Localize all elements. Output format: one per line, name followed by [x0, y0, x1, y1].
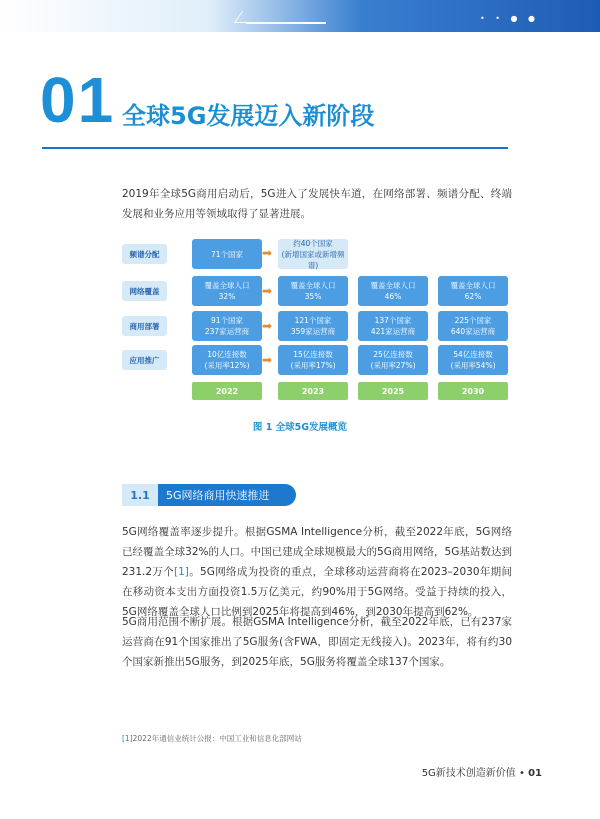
footer-text: 5G新技术创造新价值 • [421, 768, 525, 779]
banner-line [246, 22, 326, 24]
intro-paragraph: 2019年全球5G商用启动后，5G进入了发展快车道，在网络部署、频谱分配、终端发展和业务应用等领域取得了显著进展。 [122, 188, 512, 220]
footnote-reference[interactable]: [1] [174, 566, 189, 578]
cell-application-2025: 25亿连接数 (采用率27%) [358, 345, 428, 375]
cell-commercial-2025: 137个国家 421家运营商 [358, 311, 428, 341]
cell-coverage-2030: 覆盖全球人口 62% [438, 276, 508, 306]
arrow-right-icon: ➡ [262, 319, 273, 333]
top-banner [0, 0, 600, 32]
chapter-title: 全球5G发展迈入新阶段 [122, 102, 375, 130]
body-paragraph-2: 5G商用范围不断扩展。根据GSMA Intelligence分析，截至2022年底，已有237家运营商在91个国家推出了5G服务(含FWA，即固定无线接入)。2023年，将有约30个国家新推出5G服务，到2025年底，5G服务将覆盖全球137个国家。 [122, 616, 512, 668]
row-label-spectrum: 频谱分配 [122, 244, 167, 264]
figure-caption: 图 1 全球5G发展概览 [252, 422, 348, 433]
year-label: 2025 [358, 382, 428, 400]
row-label-coverage: 网络覆盖 [122, 281, 167, 301]
cell-application-2022: 10亿连接数 (采用率12%) [192, 345, 262, 375]
year-label: 2023 [278, 382, 348, 400]
footnote-marker: [1] [122, 734, 133, 743]
body-paragraph-1 [122, 522, 512, 622]
arrow-right-icon: ➡ [262, 284, 273, 298]
cell-commercial-2022: 91个国家 237家运营商 [192, 311, 262, 341]
page-number: 01 [528, 768, 542, 779]
chapter-number: 01 [40, 64, 116, 136]
cell-coverage-2025: 覆盖全球人口 46% [358, 276, 428, 306]
paragraph-text: 。5G网络成为投资的重点，全球移动运营商将在2023–2030年期间在移动资本支出方面投资1.5万亿美元，约90%用于5G网络。受益于持续的投入，5G网络覆盖全球人口比例到2025年将提高到46%，到2030年提高到62%。 [122, 566, 512, 618]
cell-application-2030: 54亿连接数 (采用率54%) [438, 345, 508, 375]
cell-coverage-2022: 覆盖全球人口 32% [192, 276, 262, 306]
arrow-right-icon: ➡ [262, 353, 273, 367]
cell-spectrum-2023: 约40个国家 (新增国家或新增频谱) [278, 239, 348, 269]
chapter-divider [42, 147, 508, 149]
row-label-application: 应用推广 [122, 350, 167, 370]
cell-spectrum-2022: 71个国家 [192, 239, 262, 269]
arrow-right-icon: ➡ [262, 246, 273, 260]
footnote-text: 2022年通信业统计公报：中国工业和信息化部网站 [132, 734, 302, 743]
year-label: 2022 [192, 382, 262, 400]
cell-commercial-2030: 225个国家 640家运营商 [438, 311, 508, 341]
row-label-commercial: 商用部署 [122, 316, 167, 336]
cell-coverage-2023: 覆盖全球人口 35% [278, 276, 348, 306]
year-label: 2030 [438, 382, 508, 400]
banner-dots-icon: • • ● ● [480, 14, 540, 23]
cell-commercial-2023: 121个国家 359家运营商 [278, 311, 348, 341]
section-title: 5G网络商用快速推进 [166, 489, 270, 502]
footnote [122, 733, 302, 744]
cell-application-2023: 15亿连接数 (采用率17%) [278, 345, 348, 375]
paragraph-text: 5G网络覆盖率逐步提升。根据GSMA Intelligence分析，截至2022年底，5G网络已经覆盖全球32%的人口。中国已建成全球规模最大的5G商用网络，5G基站数达到231.2万个 [122, 526, 512, 578]
section-number: 1.1 [122, 484, 158, 506]
page-footer [422, 764, 542, 779]
